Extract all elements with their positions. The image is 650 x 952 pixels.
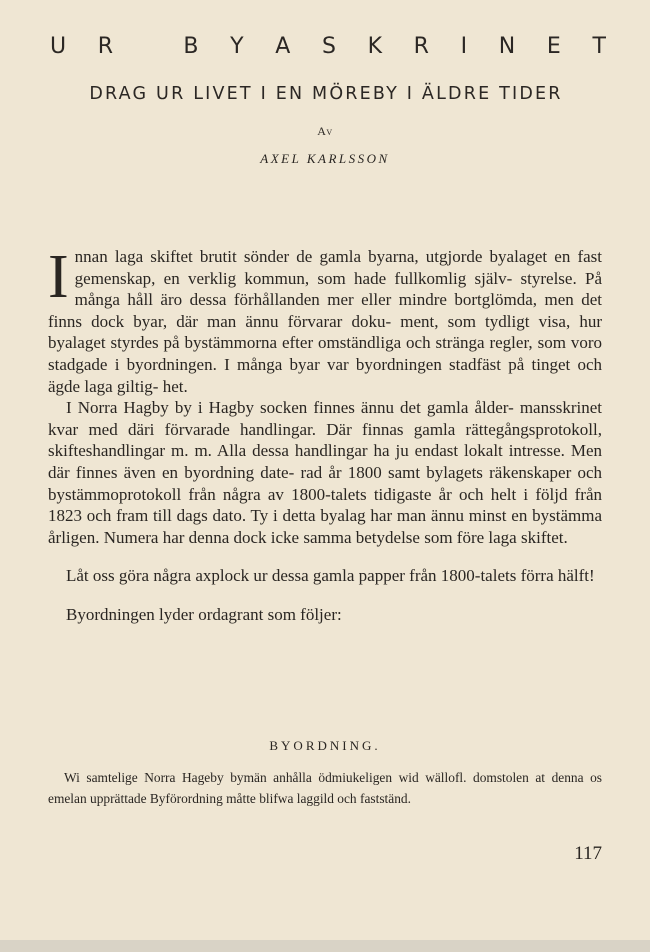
title-letter: T <box>592 34 606 59</box>
article-body <box>48 243 602 626</box>
paragraph: Byordningen lyder ordagrant som följer: <box>66 604 342 624</box>
title-letter: R <box>413 34 429 59</box>
article-subtitle: DRAG UR LIVET I EN MÖREBY I ÄLDRE TIDER <box>89 84 563 104</box>
article-title <box>50 34 606 59</box>
page-edge <box>0 940 650 952</box>
title-letter: I <box>460 34 468 59</box>
page-number: 117 <box>574 843 602 864</box>
title-letter: Y <box>230 34 244 59</box>
paragraph: I Norra Hagby by i Hagby socken finnes ännu det gamla ålder- mansskrinet kvar med däri förvarade handlingar. Där finnas gamla rättegångsprotokoll, skifteshandlingar m. m. Alla dessa handlingar ha ju endast lokalt intresse. Men där finnes även en byordning date- rad år 1800 samt bylagets räkenskaper och bystämmoprotokoll från några av 1800-talets tidigaste år och helt i följd från 1823 och fram till dags dato. Ty i detta byalag har man ännu minst en bystämma årligen. Numera har denna dock icke samma betydelse som före laga skiftet. <box>48 398 602 547</box>
title-letter: K <box>367 34 383 59</box>
paragraph <box>48 243 602 397</box>
title-letter: E <box>546 34 561 59</box>
title-gap <box>145 34 152 59</box>
document-heading: BYORDNING. <box>269 738 381 753</box>
title-letter: S <box>321 34 336 59</box>
paragraph: Låt oss göra några axplock ur dessa gamla papper från 1800-talets förra hälft! <box>66 566 595 586</box>
paragraph-text: nnan laga skiftet brutit sönder de gamla byarna, utgjorde byalaget en fast gemenskap, en verklig kommun, som hade fullkomlig själv- styrelse. På många håll äro dessa förhållanden mer eller mindre bortglömda, men det finns dock byar, där man ännu förvarar doku- ment, som tydligt visa, hur byalaget styrdes på bystämmorna efter omständliga och stränga regler, som voro stadgade i byordningen. I många byar var byordningen stadfäst på tinget och ägde laga giltig- het. <box>48 247 602 396</box>
title-letter: R <box>97 34 114 59</box>
document-quote: Wi samtelige Norra Hageby bymän anhålla ödmiukeligen wid wällofl. domstolen at denna os emelan upprättade Byförordning måtte blifwa laggild och fastständ. <box>48 770 602 806</box>
title-letter: B <box>183 34 199 59</box>
title-letter: U <box>50 34 67 59</box>
title-letter: A <box>275 34 291 59</box>
title-letter: N <box>498 34 516 59</box>
author-name: AXEL KARLSSON <box>260 151 390 166</box>
drop-cap: I <box>48 243 69 311</box>
byline-av: Av <box>317 124 333 138</box>
